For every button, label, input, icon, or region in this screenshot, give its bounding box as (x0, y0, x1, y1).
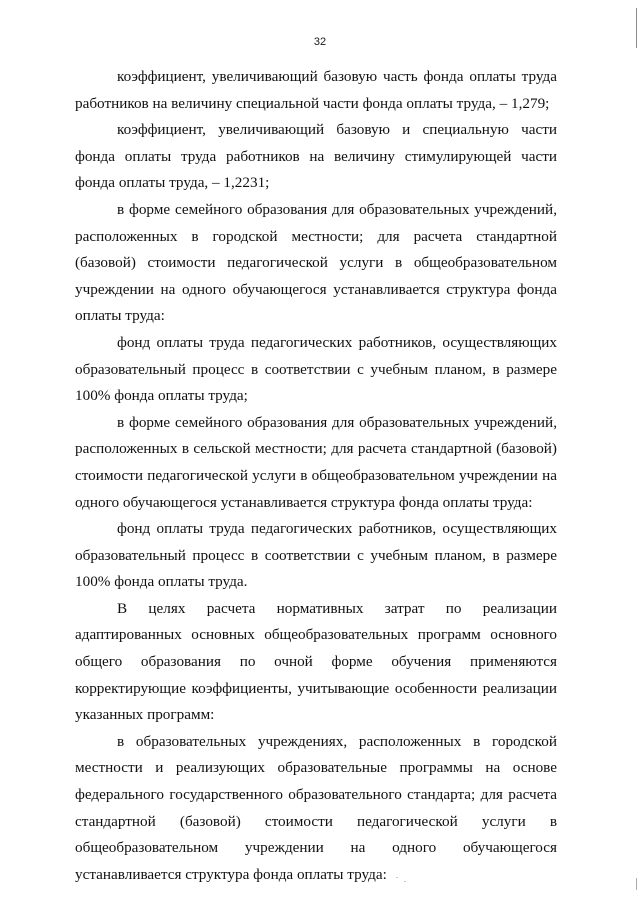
paragraph-family-education-rural: в форме семейного образования для образовательных учреждений, расположенных в сельской местности; для расчета стандартной (базовой) стоимости педагогической услуги в общеобразовательном учреждении на одного обучающегося устанавливается структура фонда оплаты труда: (75, 413, 557, 511)
paragraph-wage-fund-urban: фонд оплаты труда педагогических работников, осуществляющих образовательный процесс в соответствии с учебным планом, в размере 100% фонда оплаты труда; (75, 333, 557, 405)
document-body (75, 64, 557, 888)
scan-edge-mark (636, 878, 637, 890)
scan-speck (404, 881, 406, 882)
paragraph-coefficient-special: коэффициент, увеличивающий базовую часть фонда оплаты труда работников на величину специальной части фонда оплаты труда, – 1,279; (75, 68, 557, 112)
paragraph-family-education-urban: в форме семейного образования для образовательных учреждений, расположенных в городской местности; для расчета стандартной (базовой) стоимости педагогической услуги в общеобразовательном учреждении на одного обучающегося устанавливается структура фонда оплаты труда: (75, 200, 557, 325)
scan-speck (396, 877, 398, 878)
paragraph-wage-fund-rural: фонд оплаты труда педагогических работников, осуществляющих образовательный процесс в соответствии с учебным планом, в размере 100% фонда оплаты труда. (75, 520, 557, 591)
paragraph-coefficient-stimulating: коэффициент, увеличивающий базовую и специальную части фонда оплаты труда работников на величину стимулирующей части фонда оплаты труда, – 1,2231; (75, 121, 557, 192)
paragraph-urban-fgos: в образовательных учреждениях, расположенных в городской местности и реализующих образовательные программы на основе федерального государственного образовательного стандарта; для расчета стандартной (базовой) стоимости педагогической услуги в общеобразовательном учреждении на одного обучающегося устанавливается структура фонда оплаты труда: (75, 732, 557, 883)
page-number: 32 (313, 36, 327, 48)
paragraph-adapted-programs: В целях расчета нормативных затрат по реализации адаптированных основных общеобразовательных программ основного общего образования по очной форме обучения применяются корректирующие коэффициенты, учитывающие особенности реализации указанных программ: (75, 599, 557, 724)
